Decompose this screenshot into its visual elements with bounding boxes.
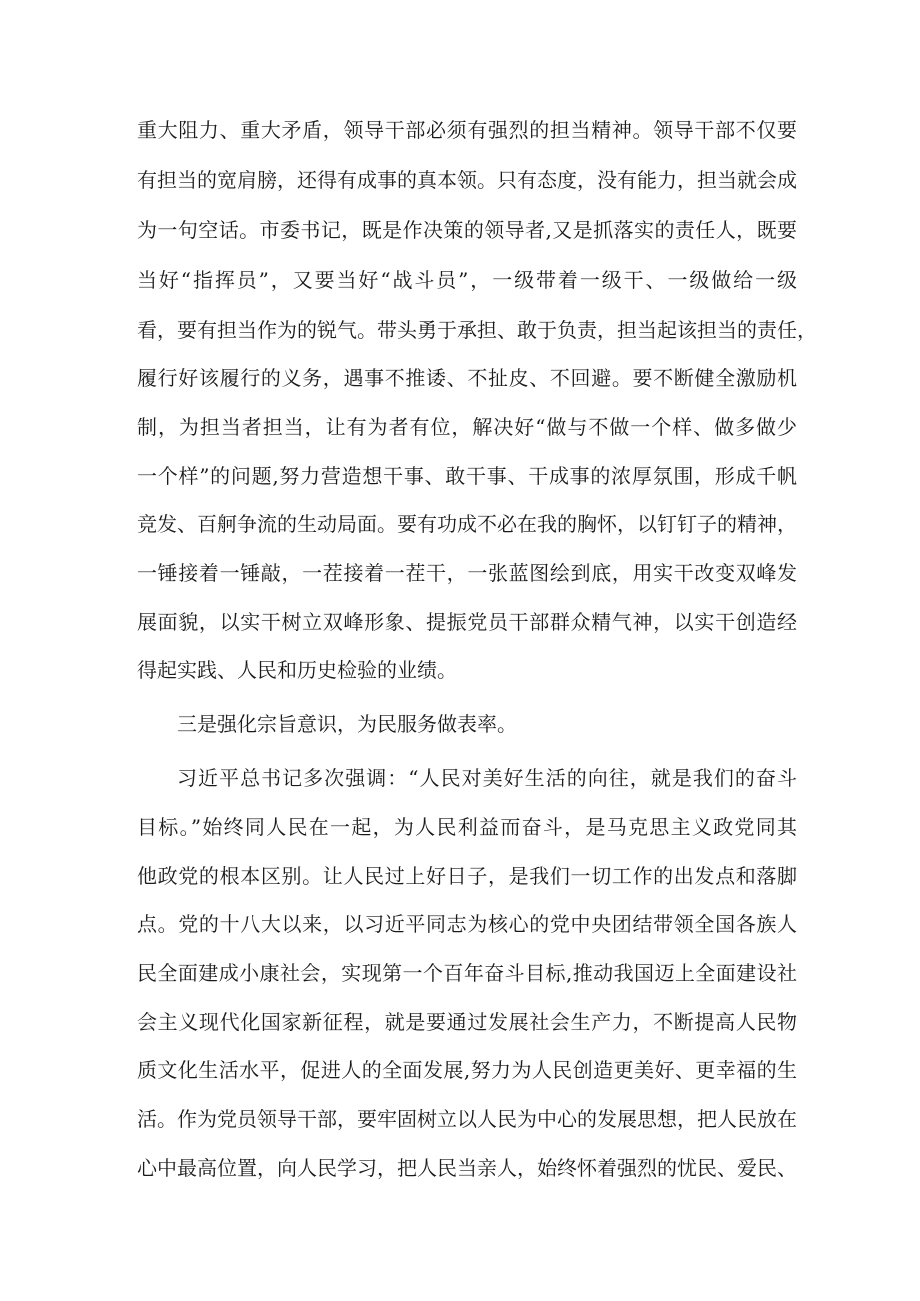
text-line: 有担当的宽肩膀，还得有成事的真本领。只有态度，没有能力，担当就会成: [137, 168, 797, 192]
text-line: 一个样”的问题,努力营造想干事、敢干事、干成事的浓厚氛围，形成千帆: [137, 464, 797, 488]
text-line: 展面貌，以实干树立双峰形象、提振党员干部群众精气神，以实干创造经: [137, 610, 797, 634]
text-line: 履行好该履行的义务，遇事不推诿、不扯皮、不回避。要不断健全激励机: [137, 366, 797, 390]
text-line: 点。党的十八大以来，以习近平同志为核心的党中央团结带领全国各族人: [137, 912, 797, 936]
text-line: 当好“指挥员”，又要当好“战斗员”，一级带着一级干、一级做给一级: [137, 268, 797, 292]
text-line: 习近平总书记多次强调：“人民对美好生活的向往，就是我们的奋斗: [177, 766, 797, 790]
text-line: 民全面建成小康社会，实现第一个百年奋斗目标,推动我国迈上全面建设社: [137, 961, 797, 985]
text-line: 目标。”始终同人民在一起，为人民利益而奋斗，是马克思主义政党同其: [137, 815, 797, 839]
text-line: 一锤接着一锤敲，一茬接着一茬干，一张蓝图绘到底，用实干改变双峰发: [137, 561, 797, 585]
text-line: 活。作为党员领导干部，要牢固树立以人民为中心的发展思想，把人民放在: [137, 1107, 797, 1131]
text-line: 竞发、百舸争流的生动局面。要有功成不必在我的胸怀，以钉钉子的精神，: [137, 512, 797, 536]
text-line: 制，为担当者担当，让有为者有位，解决好“做与不做一个样、做多做少: [137, 415, 797, 439]
text-line: 质文化生活水平，促进人的全面发展,努力为人民创造更美好、更幸福的生: [137, 1058, 797, 1082]
text-line: 为一句空话。市委书记，既是作决策的领导者,又是抓落实的责任人，既要: [137, 218, 797, 242]
text-line: 得起实践、人民和历史检验的业绩。: [137, 658, 457, 682]
text-line: 心中最高位置，向人民学习，把人民当亲人，始终怀着强烈的忧民、爱民、: [137, 1156, 797, 1180]
text-line: 看，要有担当作为的锐气。带头勇于承担、敢于负责，担当起该担当的责任，: [137, 318, 817, 342]
section-heading: 三是强化宗旨意识，为民服务做表率。: [177, 712, 517, 736]
text-line: 会主义现代化国家新征程，就是要通过发展社会生产力，不断提高人民物: [137, 1010, 797, 1034]
text-line: 他政党的根本区别。让人民过上好日子，是我们一切工作的出发点和落脚: [137, 864, 797, 888]
text-line: 重大阻力、重大矛盾，领导干部必须有强烈的担当精神。领导干部不仅要: [137, 118, 797, 142]
